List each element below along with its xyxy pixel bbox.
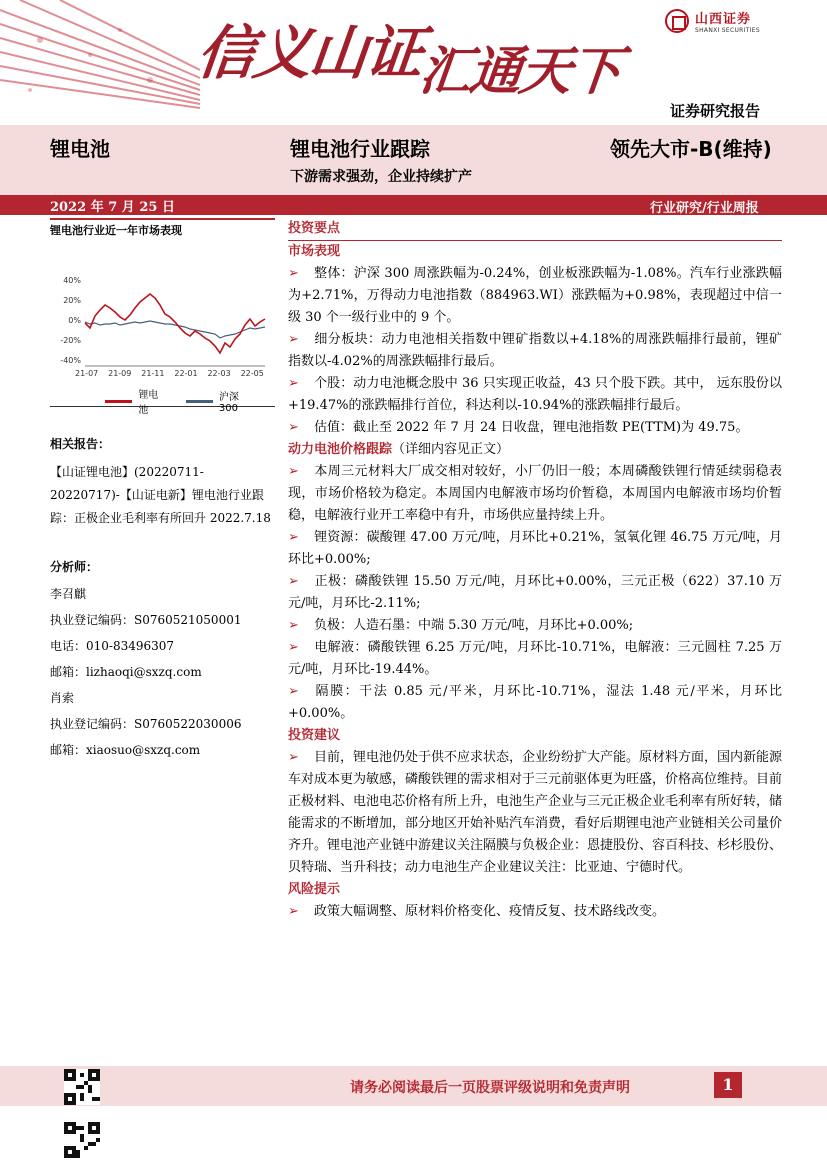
bullet-arrow-icon: ➢ (288, 420, 299, 435)
price-item: ➢ 锂资源：碳酸锂 47.00 万元/吨，月环比+0.21%，氢氧化锂 46.75 万元/吨，月环比+0.00%; (288, 527, 782, 571)
bullet-arrow-icon: ➢ (288, 904, 299, 919)
analyst-email-1[interactable]: 邮箱：lizhaoqi@sxzq.com (50, 665, 202, 679)
rating: 领先大市-B(维持) (610, 137, 772, 161)
qr-code-icon (64, 1122, 100, 1158)
price-item: ➢ 隔膜：干法 0.85 元/平米，月环比-10.71%，湿法 1.48 元/平米，月环比+0.00%。 (288, 681, 782, 725)
logo-name-cn: 山西证券 (695, 12, 752, 27)
x-tick-label: 22-01 (174, 369, 198, 378)
market-item: ➢ 整体：沪深 300 周涨跌幅为-0.24%，创业板涨跌幅为-1.08%。汽车行业涨跌幅为+2.71%，万得动力电池指数（884963.WI）涨跌幅为+0.98%，表现超过中信一级 30 个一级行业中的 9 个。 (288, 263, 782, 329)
report-subtitle: 下游需求强劲，企业持续扩产 (290, 169, 472, 185)
date-bar (0, 195, 827, 215)
bullet-arrow-icon: ➢ (288, 574, 299, 589)
analyst-license-2: 执业登记编码：S0760522030006 (50, 717, 242, 731)
market-chart (50, 238, 275, 416)
disclaimer-text[interactable]: 请务必阅读最后一页股票评级说明和免责声明 (350, 1080, 630, 1096)
y-tick-label: 20% (63, 296, 81, 305)
title-bar (0, 125, 827, 195)
related-report-link[interactable]: 【山证锂电池】(20220711-20220717)-【山证电新】锂电池行业跟踪：正极企业毛利率有所回升 2022.7.18 (50, 465, 271, 525)
bullet-arrow-icon: ➢ (288, 618, 299, 633)
chart-svg (50, 238, 275, 383)
x-tick-label: 22-05 (240, 369, 264, 378)
price-item: ➢ 本周三元材料大厂成交相对较好，小厂仍旧一般；本周磷酸铁锂行情延续弱稳表现，市场价格较为稳定。本周国内电解液市场均价暂稳，本周国内电解液市场均价暂稳，电解液行业开工率稳中有升，市场供应量持续上升。 (288, 461, 782, 527)
legend-item-1 (186, 386, 257, 416)
bullet-arrow-icon: ➢ (288, 376, 299, 391)
legend-swatch-0 (105, 400, 132, 403)
analyst-name-2: 肖索 (50, 691, 75, 705)
legend-label-0: 锂电池 (138, 390, 159, 416)
bullet-arrow-icon: ➢ (288, 750, 299, 765)
price-item: ➢ 负极：人造石墨：中端 5.30 万元/吨，月环比+0.00%; (288, 615, 782, 637)
x-tick-label: 21-09 (108, 369, 132, 378)
slogan (193, 6, 627, 102)
price-item: ➢ 正极：磷酸铁锂 15.50 万元/吨，月环比+0.00%，三元正极（622）37.10 万元/吨，月环比-2.11%; (288, 571, 782, 615)
analyst-license-1: 执业登记编码：S0760521050001 (50, 613, 242, 627)
x-tick-label: 22-03 (207, 369, 231, 378)
y-tick-label: -40% (60, 356, 81, 365)
related-reports-heading: 相关报告： (50, 437, 111, 451)
legend-item-0 (105, 386, 168, 416)
bullet-arrow-icon: ➢ (288, 530, 299, 545)
y-tick-label: 0% (68, 316, 81, 325)
x-tick-label: 21-07 (75, 369, 99, 378)
qr-code-icon (64, 1069, 100, 1105)
chart-legend (105, 386, 275, 416)
market-item: ➢ 估值：截止至 2022 年 7 月 24 日收盘，锂电池指数 PE(TTM)为 49.75。 (288, 417, 782, 439)
risk-item: ➢ 政策大幅调整、原材料价格变化、疫情反复、技术路线改变。 (288, 901, 782, 923)
y-tick-label: -20% (60, 336, 81, 345)
market-heading: 市场表现 (288, 244, 341, 259)
price-item: ➢ 电解液：磷酸铁锂 6.25 万元/吨，月环比-10.71%，电解液：三元圆柱 7.25 万元/吨，月环比-19.44%。 (288, 637, 782, 681)
right-column (288, 218, 782, 923)
analyst-email-2[interactable]: 邮箱：xiaosuo@sxzq.com (50, 743, 201, 757)
bullet-arrow-icon: ➢ (288, 266, 299, 281)
risk-heading: 风险提示 (288, 882, 341, 897)
market-item: ➢ 个股：动力电池概念股中 36 只实现正收益，43 只个股下跌。其中， 远东股份以+19.47%的涨跌幅排行首位，科达利以-10.94%的涨跌幅排行最后。 (288, 373, 782, 417)
slogan-part-b: 汇通天下 (416, 41, 623, 102)
bullet-arrow-icon: ➢ (288, 684, 299, 699)
chart-title: 锂电池行业近一年市场表现 (50, 218, 275, 238)
logo-name-en: SHANXI SECURITIES (695, 27, 760, 34)
advice-heading: 投资建议 (288, 728, 341, 743)
analyst-name-1: 李召麒 (50, 587, 87, 601)
x-tick-label: 21-11 (141, 369, 165, 378)
report-date: 2022 年 7 月 25 日 (50, 200, 175, 215)
analyst-heading: 分析师： (50, 560, 99, 574)
legend-swatch-1 (186, 400, 213, 403)
left-column (50, 218, 275, 763)
header-banner (0, 0, 827, 125)
report-category: 行业研究/行业周报 (650, 201, 759, 216)
report-type: 证券研究报告 (670, 102, 761, 120)
market-item: ➢ 细分板块：动力电池相关指数中锂矿指数以+4.18%的周涨跌幅排行最前，锂矿指数以-4.02%的周涨跌幅排行最后。 (288, 329, 782, 373)
report-title: 锂电池行业跟踪 (290, 137, 430, 161)
bullet-arrow-icon: ➢ (288, 640, 299, 655)
price-heading: 动力电池价格跟踪（详细内容见正文） (288, 442, 510, 457)
y-tick-label: 40% (63, 276, 81, 285)
price-heading-note: （详细内容见正文） (392, 442, 510, 457)
page-number: 1 (714, 1072, 742, 1098)
logo-icon (665, 9, 689, 33)
slogan-part-a: 信义山证 (193, 19, 426, 87)
bullet-arrow-icon: ➢ (288, 464, 299, 479)
bullet-arrow-icon: ➢ (288, 332, 299, 347)
legend-label-1: 沪深300 (218, 392, 239, 414)
industry-name: 锂电池 (50, 137, 110, 161)
advice-item: ➢ 目前，锂电池仍处于供不应求状态，企业纷纷扩大产能。原材料方面，国内新能源车对成本更为敏感，磷酸铁锂的需求相对于三元前驱体更为旺盛，价格高位维持。目前正极材料、电池电芯价格有所上升，电池生产企业与三元正极企业毛利率有所好转，储能需求的不断增加，部分地区开始补贴汽车消费，看好后期锂电池产业链相关公司量价齐升。锂电池产业链中游建议关注隔膜与负极企业：恩捷股份、容百科技、杉杉股份、贝特瑞、当升科技；动力电池生产企业建议关注：比亚迪、宁德时代。 (288, 747, 782, 879)
key-points-heading: 投资要点 (288, 218, 782, 241)
analyst-phone-1: 电话：010-83496307 (50, 639, 175, 653)
footer-bar (0, 1066, 827, 1106)
company-logo (665, 8, 760, 34)
